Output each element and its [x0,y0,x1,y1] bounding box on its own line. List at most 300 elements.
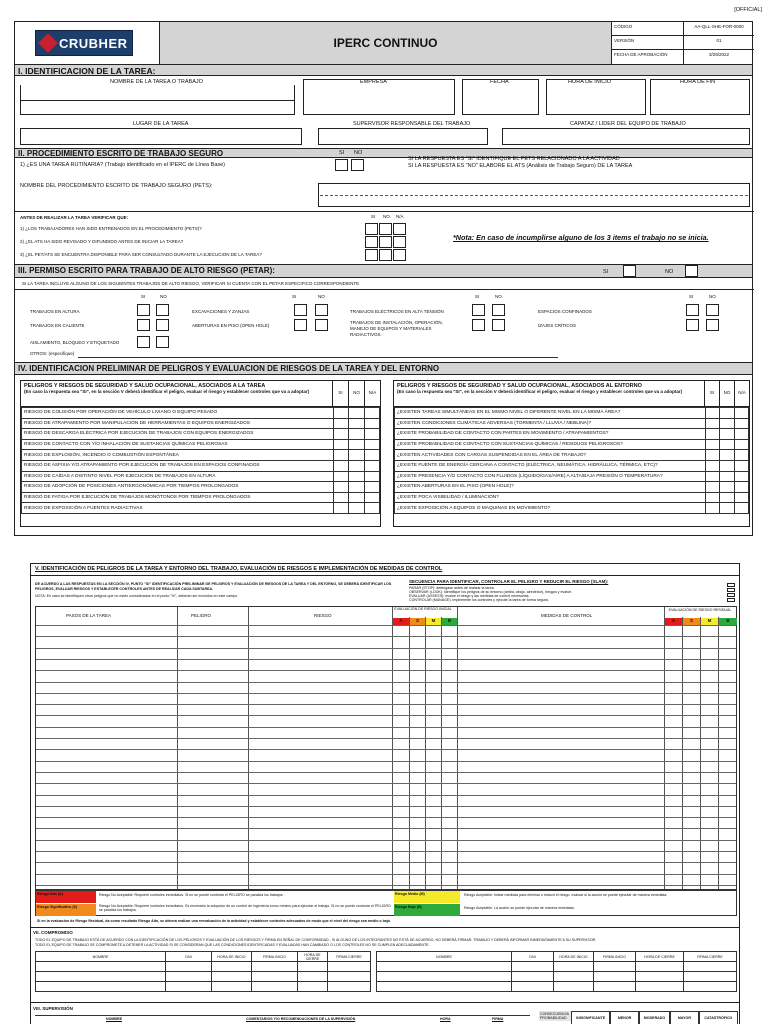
task-hazard: RIESGO DE FATIGA POR EJECUCIÓN DE TRABAJOS MONÓTONOS POR TIEMPOS PROLONGADOS [22,492,334,503]
divider [31,927,740,928]
table-row [22,482,380,493]
col-sign-start: FIRMA INICIO [594,952,636,962]
petar-subtitle: SI LA TAREA INCLUYE ALGUNO DE LOS SIGUIENTES TRABAJOS DE ALTO RIESGO, VERIFICAR SI CUENTA CON EL PETAR ESPECIFICO CORRESPONDIENTE [22,281,360,286]
no-label: NO [160,294,167,299]
scale-major: MAYOR [670,1011,699,1024]
grid-row[interactable] [36,772,736,773]
answer-si[interactable] [334,460,349,471]
si-label: SI [339,150,345,156]
residual-S: S [683,618,700,625]
logo-text: CRUBHER [59,35,128,51]
answer-na[interactable] [734,450,748,461]
hot-si[interactable] [137,319,150,331]
meta-label: FECHA DE APROBACIÓN [612,50,684,64]
legend-low-label: Riesgo Bajo (B) [394,904,460,916]
table-row [22,418,380,429]
answer-no[interactable] [720,471,734,482]
answer-no[interactable] [349,471,364,482]
label-end-time: HORA DE FIN [680,79,716,85]
grid-row[interactable] [36,885,736,886]
scale-moderate: MODERADO [639,1011,670,1024]
answer-na[interactable] [364,408,379,419]
section-1-title: I. IDENTIFICACION DE LA TAREA: [14,64,753,76]
task-hazard: RIESGO DE CONTACTO CON Y/O INHALACIÓN DE SUSTANCIAS QUÍMICAS PELIGROSAS [22,439,334,450]
table-header [394,381,749,407]
answer-si[interactable] [706,460,720,471]
residual-footnote: Si en la evaluación de Riesgo Residual, da como resultado Riesgo Alto, se deberá realizar una reevaluación de la actividad y establecer controles adecuados de modo que el nivel del riesgo sea medio o bajo. [37,919,391,923]
answer-no[interactable] [349,450,364,461]
work-at-height: TRABAJOS EN ALTURA [30,309,80,314]
env-hazard: ¿EXISTE PRESENCIA Y/O CONTACTO CON FLUIDOS (LÍQUIDO/GAS/AIRE) A ALTA/BAJA PRESIÓN O TEMPERATURA? [395,471,706,482]
sup-col-time: HORA [440,1017,451,1021]
col-sign-start: FIRMA INICIO [252,952,298,962]
col-name: NOMBRE [377,952,512,962]
slam-line-4: CONTROLAR (MANAGE): implemente los controles y ejecute la tarea de forma segura. [409,598,549,602]
grid-row[interactable] [36,874,736,875]
height-no[interactable] [156,304,169,316]
answer-na[interactable] [364,429,379,440]
meta-label: CÓDIGO [612,22,684,35]
petar-no-checkbox[interactable] [685,265,698,277]
answer-no[interactable] [349,460,364,471]
si-label: SI [705,381,720,406]
grid-row[interactable] [36,795,736,796]
table-row [395,439,749,450]
si-label: SI [603,269,609,275]
residual-A: A [665,618,682,625]
answer-na[interactable] [734,460,748,471]
hole-no[interactable] [315,319,328,331]
answer-no[interactable] [349,439,364,450]
si-label: SI [333,381,349,406]
company-field[interactable] [303,79,455,115]
answer-no[interactable] [349,408,364,419]
initial-A: A [393,618,409,625]
table-header [377,952,737,962]
answer-na[interactable] [734,482,748,493]
sup-col-sign: FIRMA [492,1017,504,1021]
scale-catastrophic: CATASTRÓFICO [699,1011,738,1024]
pets-note-2: SI LA RESPUESTA ES "NO" ELABORE EL ATS (Análisis de Trabajo Seguro) DE LA TAREA [408,163,633,169]
table-row [395,408,749,419]
grid-row[interactable] [36,704,736,705]
answer-no[interactable] [720,439,734,450]
answer-na[interactable] [734,439,748,450]
answer-no[interactable] [349,418,364,429]
divider [31,1002,740,1003]
check-1-si[interactable] [365,223,378,235]
no-label: NO [665,269,674,275]
meta-label: VERSIÓN [612,36,684,49]
answer-no[interactable] [720,503,734,514]
check-2-na[interactable] [393,236,406,248]
routine-question: 1) ¿ES UNA TAREA RUTINARIA? (Trabajo identificado en el IPERC de Línea Base) [20,162,226,168]
place-field[interactable] [20,128,302,145]
answer-no[interactable] [720,418,734,429]
elec-si[interactable] [472,304,485,316]
divider [31,575,740,576]
grid-row[interactable] [36,840,736,841]
electrical-work: TRABAJOS ELÉCTRICOS EN ALTA TENSIÓN [350,309,444,314]
meta-row [612,22,754,36]
label-date: FECHA [490,79,509,85]
answer-no[interactable] [720,482,734,493]
answer-na[interactable] [364,439,379,450]
date-field[interactable] [462,79,539,115]
si-label: SI [689,294,694,299]
answer-si[interactable] [706,482,720,493]
grid-row[interactable] [36,828,736,829]
task-hazards-table [20,380,381,527]
task-hazard: RIESGO DE ATRAPAMIENTO POR MANIPULACIÓN DE HERRAMIENTAS O EQUIPOS ENERGIZADOS [22,418,334,429]
classification-label: [OFFICIAL] [734,7,762,13]
slam-boxes [727,583,735,602]
legend-med-text: Riesgo Aceptable: Iniciar medidas para eliminar o reducir el riesgo, evaluar si la acción se puede ejecutar de manera inmediata. [464,893,668,897]
col-start: HORA DE INICIO [212,952,252,962]
answer-na[interactable] [364,503,379,514]
table-row[interactable] [36,962,371,972]
grid-row[interactable] [36,636,736,637]
table-row[interactable] [377,972,737,982]
section-7-title: VII. COMPROMISO [33,930,73,935]
section-3-title: III. PERMISO ESCRITO PARA TRABAJO DE ALTO RIESGO (PETAR): [14,264,753,278]
consequence-scale [571,1011,738,1024]
answer-na[interactable] [734,429,748,440]
verify-label: ANTES DE REALIZAR LA TAREA VERIFICAR QUE: [20,215,129,220]
legend-low-text: Riesgo Aceptable. La acción se puede ejecutar de manera inmediata. [464,906,575,910]
pets-label: NOMBRE DEL PROCEDIMIENTO ESCRITO DE TRABAJO SEGURO (PETS): [20,183,213,189]
table-row [22,439,380,450]
table-row [395,418,749,429]
table-header [36,952,371,962]
section-5-title: V. IDENTIFICACIÓN DE PELIGROS DE LA TAREA Y ENTORNO DEL TRABAJO, EVALUACIÓN DE RIESGOS E IMPLEMENTACIÓN DE MEDIDAS DE CONTROL [35,566,443,572]
grid-row[interactable] [36,749,736,750]
grid-row[interactable] [36,738,736,739]
answer-si[interactable] [706,418,720,429]
task-hazard: RIESGO DE EXPLOSIÓN, INCENDIO O COMBUSTIÓN ESPONTÁNEA [22,450,334,461]
page-title: IPERC CONTINUO [333,36,438,50]
check-2: 2) ¿EL ATS HA SIDO REVISADO Y DIFUNDIDO ANTES DE INICIAR LA TAREA? [20,239,184,244]
env-hazard: ¿EXISTE POCA VISIBILIDAD / ILUMINACIÓN? [395,492,706,503]
table-row [395,482,749,493]
grid-row[interactable] [36,648,736,649]
task-hazard: RIESGO DE ADOPCIÓN DE POSICIONES ANTIERGONÓMICAS POR TIEMPOS PROLONGADOS [22,482,334,493]
loto-no[interactable] [156,336,169,348]
si-label: SI [292,294,297,299]
meta-value: 01 [716,38,722,43]
col-dni: DNI [166,952,212,962]
table-row[interactable] [377,962,737,972]
answer-na[interactable] [364,460,379,471]
hole-si[interactable] [294,319,307,331]
sup-col-name: NOMBRE [106,1017,122,1021]
environment-hazards-table [393,380,750,527]
table-row [22,408,380,419]
answer-na[interactable] [364,418,379,429]
grid-row[interactable] [36,682,736,683]
grid-row[interactable] [36,806,736,807]
section-8-title: VIII. SUPERVISIÓN [33,1006,73,1011]
si-label: SI [141,294,146,299]
answer-na[interactable] [734,492,748,503]
answer-si[interactable] [706,503,720,514]
table-row[interactable] [36,972,371,982]
petar-si-checkbox[interactable] [623,265,636,277]
table-row [395,429,749,440]
answer-na[interactable] [364,482,379,493]
env-hazard: ¿EXISTE PROBABILIDAD DE CONTACTO CON SUSTANCIAS QUÍMICAS / RESIDUOS PELIGROSOS? [395,439,706,450]
risk-grid [35,606,737,890]
lifts-si[interactable] [686,319,699,331]
answer-no[interactable] [349,429,364,440]
table-row [22,471,380,482]
legend-sig-text: Riesgo No Aceptable: Requiere controles inmediatos. Es necesario la adopción de un control de ingeniería como mínimo para ejecutar el trabajo. Si no se puede controlar el PELIGRO se paraliza los trabajos. [99,904,391,912]
supervisor-field[interactable] [318,128,488,145]
no-label: NO [383,214,390,219]
commitment-table-right [376,951,737,992]
meta-value: AA-QLL-SHE-FOR-0000 [694,24,744,29]
answer-si[interactable] [706,492,720,503]
s5-intro: DE ACUERDO A LAS RESPUESTAS EN LA SECCIÓN IV, PUNTO "SI" IDENTIFICACIÓN PRELIMINAR DE PELIGROS Y EVALUACIÓN DE RIESGOS DE LA TAREA Y DEL ENTORNO, SE DEBERÁ IDENTIFICAR LOS PELIGROS, EVALUAR RIESGOS Y ESTABLECER CONTROLES ANTES DE REALIZAR CADA SUBTAREA. [35,582,392,591]
section-2-title: II. PROCEDIMIENTO ESCRITO DE TRABAJO SEGURO [14,148,753,158]
grid-row[interactable] [36,670,736,671]
residual-M: M [701,618,718,625]
answer-si[interactable] [706,408,720,419]
col-risk: RIESGO [314,613,332,618]
slam-line-1: PARAR (STOP): deténgase antes de realizar la tarea. [409,586,495,590]
answer-si[interactable] [706,450,720,461]
lifts-no[interactable] [706,319,719,331]
answer-si[interactable] [706,439,720,450]
slam-title: SECUENCIA PARA IDENTIFICAR, CONTROLAR EL PELIGRO Y REDUCIR EL RIESGO (SLAM): [409,579,609,584]
answer-si[interactable] [334,439,349,450]
legend-high-label: Riesgo Alto (A) [36,891,96,903]
label-task-name: NOMBRE DE LA TAREA O TRABAJO [110,79,203,85]
table-row [395,503,749,514]
confined-no[interactable] [706,304,719,316]
col-end: HORA DE CIERRE [298,952,328,962]
label-supervisor: SUPERVISOR RESPONSABLE DEL TRABAJO [353,121,471,127]
answer-si[interactable] [334,482,349,493]
answer-no[interactable] [349,482,364,493]
grid-row[interactable] [36,693,736,694]
height-si[interactable] [137,304,150,316]
initial-B: B [442,618,457,625]
logo-mark-icon [38,33,58,53]
legend-high-text: Riesgo No Aceptable: Requiere controles inmediatos. Si no se puede controlar el PELIGRO se paraliza los trabajos. [99,893,284,897]
grid-row[interactable] [36,851,736,852]
check-3-na[interactable] [393,249,406,261]
env-hazard: ¿EXISTEN CONDICIONES CLIMÁTICAS ADVERSAS (TORMENTA / LLUVIA / NEBLINA)? [395,418,706,429]
excav-no[interactable] [315,304,328,316]
no-label: NO [709,294,716,299]
excav-si[interactable] [294,304,307,316]
table-row [395,471,749,482]
section-4-title: IV. IDENTIFICACION PRELIMINAR DE PELIGROS Y EVALUACION DE RIESGOS DE LA TAREA Y DEL ENTORNO [14,362,753,375]
table-row[interactable] [36,982,371,992]
check-3: 3) ¿EL PET/ATS SE ENCUENTRA DISPONIBLE PARA SER CONSULTADO DURANTE LA EJECUCION DE LA TAREA? [20,252,262,257]
col-name: NOMBRE [36,952,166,962]
meta-row [612,50,754,64]
label-place: LUGAR DE LA TAREA [133,121,189,127]
no-label: NO [318,294,325,299]
answer-si[interactable] [706,471,720,482]
legend-sig-label: Riesgo Significativo (S) [36,904,96,916]
page-2 [30,563,740,1024]
answer-no[interactable] [720,408,734,419]
no-label: NO [349,381,365,406]
initial-M: M [426,618,441,625]
table-row [22,460,380,471]
answer-no[interactable] [349,503,364,514]
table-row [22,503,380,514]
col-dni: DNI [512,952,554,962]
answer-si[interactable] [334,408,349,419]
initial-S: S [410,618,425,625]
check-1-na[interactable] [393,223,406,235]
col-hazard: PELIGRO [191,613,212,618]
grid-row[interactable] [36,761,736,762]
answer-si[interactable] [334,492,349,503]
grid-rows [36,625,736,889]
dashed-line [320,195,748,196]
critical-lifts: IZAJES CRÍTICOS [538,323,577,328]
commitment-table-left [35,951,371,992]
routine-no-checkbox[interactable] [351,159,364,171]
answer-si[interactable] [334,471,349,482]
grid-row[interactable] [36,783,736,784]
task-hazard: RIESGO DE ASFIXIA Y/O ATRAPAMIENTO POR EJECUCIÓN DE TRABAJOS EN ESPACIOS CONFINADOS [22,460,334,471]
answer-na[interactable] [734,408,748,419]
col-initial-eval: EVALUACIÓN DE RIESGO INICIAL [394,607,452,611]
env-hazard: ¿EXISTEN ACTIVIDADES CON CARGAS SUSPENDIDAS EN EL ÁREA DE TRABAJO? [395,450,706,461]
no-label: NO [720,381,735,406]
answer-na[interactable] [734,418,748,429]
table-row [395,450,749,461]
answer-no[interactable] [720,460,734,471]
divider [15,289,754,290]
grid-row[interactable] [36,659,736,660]
confined-spaces: ESPACIOS CONFINADOS [538,309,592,314]
grid-row[interactable] [36,625,736,626]
answer-no[interactable] [720,429,734,440]
env-hazards-subheading: (En caso la respuesta sea "SI", en la sección V deberá identificar el peligro, evaluar el riesgo y establecer controles que va a adoptar) [397,389,683,394]
confined-si[interactable] [686,304,699,316]
task-hazard: RIESGO DE DESCARGA ELÉCTRICA POR EJECUCIÓN DE TRABAJOS CON EQUIPOS ENERGIZADOS [22,429,334,440]
elec-no[interactable] [492,304,505,316]
env-hazard: ¿EXISTE PROBABILIDAD DE CONTACTO CON PARTES EN MOVIMIENTO / ATRAPAMIENTOS? [395,429,706,440]
others-line[interactable] [78,357,558,358]
slam-line-2: OBSERVAR (LOOK): identifique los peligros de su entorno (arriba, abajo, alrededor), riesgos y evalúe. [409,590,573,594]
table-row [22,429,380,440]
check-2-no[interactable] [379,236,392,248]
label-company: EMPRESA [360,79,387,85]
radio-si[interactable] [472,319,485,331]
answer-si[interactable] [706,429,720,440]
na-label: N/A [738,390,746,395]
answer-na[interactable] [364,450,379,461]
answer-si[interactable] [334,418,349,429]
answer-si[interactable] [334,450,349,461]
no-label: NO [354,150,363,156]
grid-row[interactable] [36,817,736,818]
foreman-field[interactable] [502,128,750,145]
grid-row[interactable] [36,862,736,863]
scale-insignificant: INSIGNIFICANTE [571,1011,610,1024]
meta-block [612,22,754,64]
na-label: N/A [396,214,404,219]
answer-na[interactable] [734,471,748,482]
answer-si[interactable] [334,429,349,440]
task-hazards-subheading: (En caso la respuesta sea "SI", en la sección V deberá identificar el peligro, evaluar el riesgo y establecer controles que va a adoptar) [24,389,310,394]
table-header [21,381,380,407]
answer-na[interactable] [364,492,379,503]
task-hazard: RIESGO DE CAÍDAS A DISTINTO NIVEL POR EJECUCIÓN DE TRABAJOS EN ALTURA [22,471,334,482]
task-hazard: RIESGO DE COLISIÓN POR OPERACIÓN DE VEHÍCULO LIVIANO O EQUIPO PESADO [22,408,334,419]
answer-na[interactable] [364,471,379,482]
title-cell [160,22,612,64]
s5-nota: NOTA: En caso se identifiquen otros peligros que no estén considerados en el punto "IV", deberán ser incluidos en este campo. [35,594,239,598]
divider [15,211,754,212]
slam-line-3: EVALUAR (ASSESS): evalúe el riesgo y las medidas de control necesarias. [409,594,530,598]
legend [35,890,737,916]
grid-row[interactable] [36,727,736,728]
start-time-field[interactable] [546,79,646,115]
check-3-si[interactable] [365,249,378,261]
warning-note: *Nota: En caso de incumplirse alguno de los 3 items el trabajo no se inicia. [453,233,709,242]
divider [35,1015,530,1016]
hot-work: TRABAJOS EN CALIENTE [30,323,85,328]
grid-row[interactable] [36,715,736,716]
check-2-si[interactable] [365,236,378,248]
na-label: N/A [368,390,377,395]
table-row [22,492,380,503]
col-end: HORA DE CIERRE [636,952,684,962]
legend-med-label: Riesgo Medio (M) [394,891,460,903]
end-time-field[interactable] [650,79,750,115]
answer-no[interactable] [720,492,734,503]
routine-si-checkbox[interactable] [335,159,348,171]
label-foreman: CAPATAZ / LIDER DEL EQUIPO DE TRABAJO [570,121,686,127]
table-row [22,450,380,461]
excavations: EXCAVACIONES Y ZANJAS [192,309,250,314]
check-1-no[interactable] [379,223,392,235]
loto-si[interactable] [137,336,150,348]
radio-no[interactable] [492,319,505,331]
radioactive-work: TRABAJOS DE INSTALACIÓN, OPERACIÓN, MANEJO DE EQUIPOS Y MATERIALES RADIACTIVOS. [350,320,443,337]
table-row[interactable] [377,982,737,992]
env-hazard: ¿EXISTE FUENTE DE ENERGÍA CERCANA A CONTACTO (ELÉCTRICA, NEUMÁTICA, HIDRÁULICA, TÉRMICA, ETC)? [395,460,706,471]
residual-B: B [719,618,737,625]
hot-no[interactable] [156,319,169,331]
si-label: SI [475,294,480,299]
col-sign-end: FIRMA CIERRE [684,952,737,962]
scale-minor: MENOR [610,1011,639,1024]
answer-si[interactable] [334,503,349,514]
col-controls: MEDIDAS DE CONTROL [541,613,593,618]
check-3-no[interactable] [379,249,392,261]
page-1 [14,21,753,536]
answer-no[interactable] [349,492,364,503]
sup-col-comments: COMENTARIOS Y/O RECOMENDACIONES DE LA SUPERVISIÓN [246,1017,356,1021]
env-hazard: ¿EXISTEN TAREAS SIMULTÁNEAS EN EL MISMO NIVEL O DIFERENTE NIVEL EN LA MISMA ÁREA? [395,408,706,419]
answer-no[interactable] [720,450,734,461]
commitment-2: TODO EL EQUIPO DE TRABAJO SE COMPROMETE A DETENER LA ACTIVIDAD SI SE CONSIDERAN QUE LAS CONDICIONES IDENTIFICADAS Y EVALUADAS HAN CAMBIADO O LOS CONTROLES NO SE CUMPLEN ADECUADAMENTE. [35,943,430,947]
no-label: NO [495,294,502,299]
env-hazards-heading: PELIGROS Y RIESGOS DE SEGURIDAD Y SALUD OCUPACIONAL, ASOCIADOS AL ENTORNO [397,383,642,389]
answer-na[interactable] [734,503,748,514]
col-start: HORA DE INICIO [554,952,594,962]
